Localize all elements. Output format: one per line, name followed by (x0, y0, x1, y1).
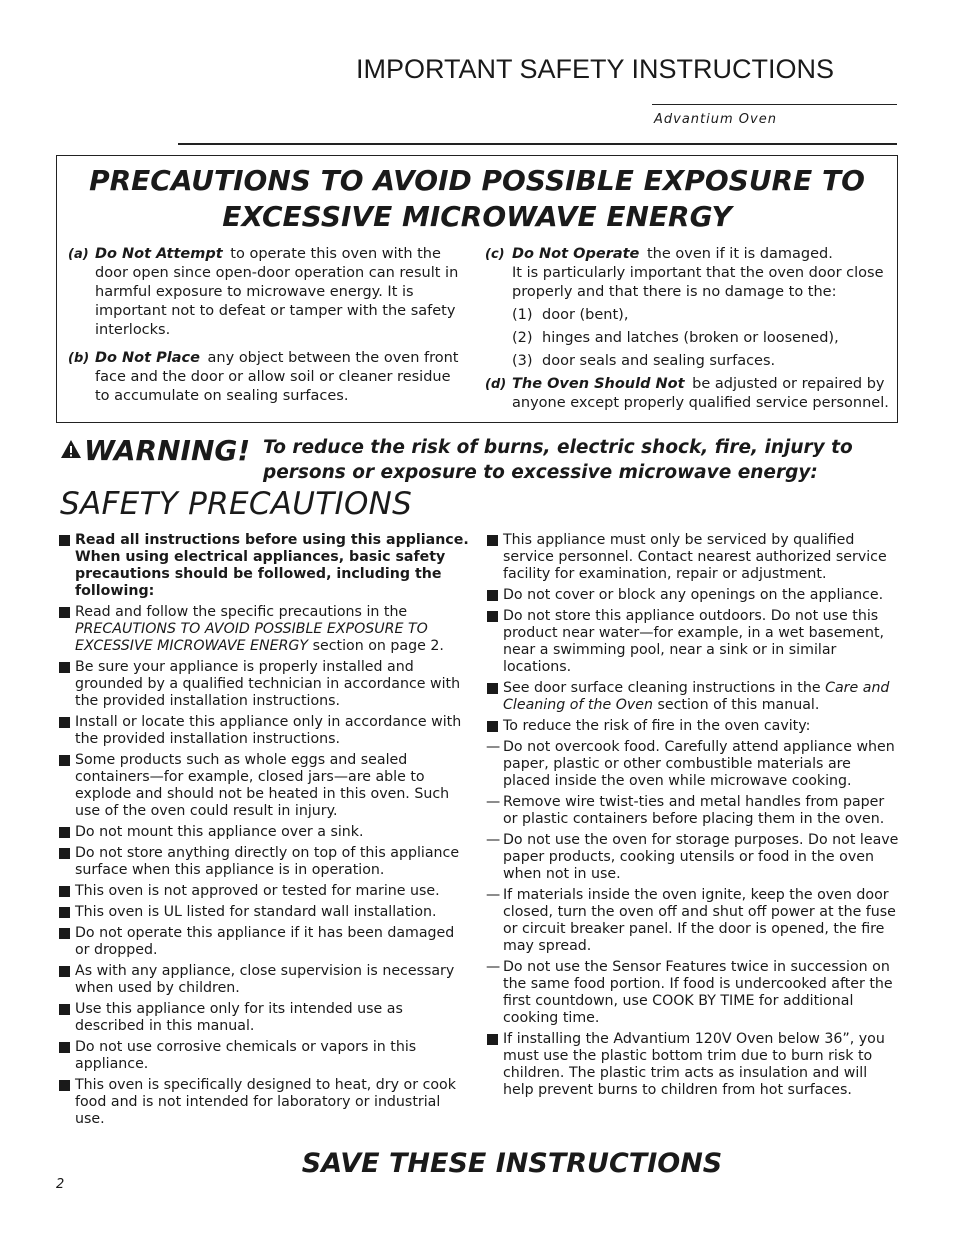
safety-right-column (486, 532, 900, 1103)
warning-label (60, 432, 250, 470)
sub-list-item (486, 959, 900, 1027)
numbered-text: door (bent), (542, 307, 629, 323)
save-instructions-footer: SAVE THESE INSTRUCTIONS (301, 1148, 723, 1179)
item-lead: Do Not Operate (512, 246, 640, 262)
item-tag: (d) (485, 377, 507, 392)
dash-marker: — (486, 832, 501, 848)
precautions-right-column (485, 245, 890, 422)
list-item: This oven is not approved or tested for marine use. (58, 883, 470, 900)
item-text-continued: It is particularly important that the oven door close properly and that there is no damage to the: (512, 265, 884, 300)
numbered-item-2 (485, 329, 890, 348)
warning-triangle-icon (60, 431, 82, 469)
item-tag: (b) (68, 351, 90, 366)
sub-list-text: Do not use the oven for storage purposes. Do not leave paper products, cooking utensils or food in the oven when not in use. (503, 832, 899, 882)
list-item-reference: Care and Cleaning of the Oven (503, 680, 890, 713)
sub-list-text: Do not overcook food. Carefully attend appliance when paper, plastic or other combustible materials are placed inside the oven while microwave cooking. (503, 739, 895, 789)
list-item: Be sure your appliance is properly installed and grounded by a qualified technician in accordance with the provided installation instructions. (58, 659, 470, 710)
item-tag: (a) (68, 247, 89, 262)
item-text: the oven if it is damaged. (646, 246, 833, 262)
list-item (486, 680, 900, 714)
list-item: Read all instructions before using this appliance. When using electrical appliances, basic safety precautions should be followed, including the following: (58, 532, 470, 600)
precaution-item-d (485, 375, 890, 413)
list-item: Do not store this appliance outdoors. Do not use this product near water—for example, in a wet basement, near a swimming pool, near a sink or in similar locations. (486, 608, 900, 676)
numbered-text: door seals and sealing surfaces. (542, 353, 776, 369)
item-lead: The Oven Should Not (512, 376, 685, 392)
sub-list-item (486, 739, 900, 790)
list-item: If installing the Advantium 120V Oven below 36”, you must use the plastic bottom trim due to burn risk to children. The plastic trim acts as insulation and will help prevent burns to children from hot surfaces. (486, 1031, 900, 1099)
precaution-item-c (485, 245, 890, 302)
item-text: be adjusted or repaired by anyone except properly qualified service personnel. (512, 376, 889, 411)
numbered-marker: (3) (512, 353, 533, 369)
list-item: This oven is specifically designed to heat, dry or cook food and is not intended for laboratory or industrial use. (58, 1077, 470, 1128)
sub-list-text: Do not use the Sensor Features twice in succession on the same food portion. If food is undercooked after the first countdown, use COOK BY TIME for additional cooking time. (503, 959, 893, 1026)
list-item: Do not mount this appliance over a sink. (58, 824, 470, 841)
list-item-text: Read and follow the specific precautions in the (75, 604, 408, 620)
list-item: Do not cover or block any openings on the appliance. (486, 587, 900, 604)
numbered-item-1 (485, 306, 890, 325)
list-item-text-tail: section on page 2. (312, 638, 444, 654)
microwave-precautions-box (56, 155, 898, 423)
page-title: IMPORTANT SAFETY INSTRUCTIONS (356, 54, 835, 84)
item-lead: Do Not Place (95, 350, 200, 366)
dash-marker: — (486, 959, 501, 975)
warning-label-text: WARNING! (84, 434, 251, 467)
list-item-text-tail: section of this manual. (657, 697, 820, 713)
product-subtitle: Advantium Oven (654, 112, 777, 127)
sub-list-item (486, 887, 900, 955)
list-item-reference: PRECAUTIONS TO AVOID POSSIBLE EXPOSURE TO EXCESSIVE MICROWAVE ENERGY (75, 621, 428, 654)
precaution-item-a (68, 245, 463, 340)
list-item: Do not use corrosive chemicals or vapors in this appliance. (58, 1039, 470, 1073)
list-item: This appliance must only be serviced by qualified service personnel. Contact nearest authorized service facility for examination, repair or adjustment. (486, 532, 900, 583)
item-text: any object between the oven front face and the door or allow soil or cleaner residue to accumulate on sealing surfaces. (95, 350, 459, 404)
dash-marker: — (486, 794, 501, 810)
item-tag: (c) (485, 247, 505, 262)
sub-list-item (486, 832, 900, 883)
list-item-text: See door surface cleaning instructions in the (503, 680, 821, 696)
precaution-item-b (68, 349, 463, 406)
warning-text: To reduce the risk of burns, electric shock, fire, injury to persons or exposure to excessive microwave energy: (263, 437, 853, 483)
list-item: This oven is UL listed for standard wall installation. (58, 904, 470, 921)
safety-left-column (58, 532, 470, 1132)
precautions-box-title (57, 163, 897, 235)
numbered-item-3 (485, 352, 890, 371)
list-item: Do not operate this appliance if it has been damaged or dropped. (58, 925, 470, 959)
box-title-line-2: EXCESSIVE MICROWAVE ENERGY (222, 200, 732, 233)
numbered-text: hinges and latches (broken or loosened), (542, 330, 839, 346)
dash-marker: — (486, 887, 501, 903)
item-text: to operate this oven with the door open since open-door operation can result in harmful exposure to microwave energy. It is important not to defeat or tamper with the safety interlocks. (95, 246, 459, 338)
section-title: SAFETY PRECAUTIONS (60, 486, 413, 522)
numbered-marker: (1) (512, 307, 533, 323)
numbered-marker: (2) (512, 330, 533, 346)
sub-list-item (486, 794, 900, 828)
list-item: To reduce the risk of fire in the oven cavity: (486, 718, 900, 735)
page-number: 2 (56, 1177, 65, 1192)
list-item: Use this appliance only for its intended use as described in this manual. (58, 1001, 470, 1035)
header-rule-long (178, 143, 897, 145)
item-lead: Do Not Attempt (95, 246, 223, 262)
warning-row (60, 432, 900, 484)
precautions-left-column (68, 245, 463, 415)
list-item: Do not store anything directly on top of this appliance surface when this appliance is in operation. (58, 845, 470, 879)
list-item: Install or locate this appliance only in accordance with the provided installation instructions. (58, 714, 470, 748)
sub-list-text: Remove wire twist-ties and metal handles from paper or plastic containers before placing them in the oven. (503, 794, 885, 827)
box-title-line-1: PRECAUTIONS TO AVOID POSSIBLE EXPOSURE TO (89, 164, 865, 197)
dash-marker: — (486, 739, 501, 755)
header-rule-short (652, 104, 897, 105)
list-item: As with any appliance, close supervision is necessary when used by children. (58, 963, 470, 997)
list-item (58, 604, 470, 655)
sub-list-text: If materials inside the oven ignite, keep the oven door closed, turn the oven off and shut off power at the fuse or circuit breaker panel. If the door is opened, the fire may spread. (503, 887, 896, 954)
list-item: Some products such as whole eggs and sealed containers—for example, closed jars—are able to explode and should not be heated in this oven. Such use of the oven could result in injury. (58, 752, 470, 820)
